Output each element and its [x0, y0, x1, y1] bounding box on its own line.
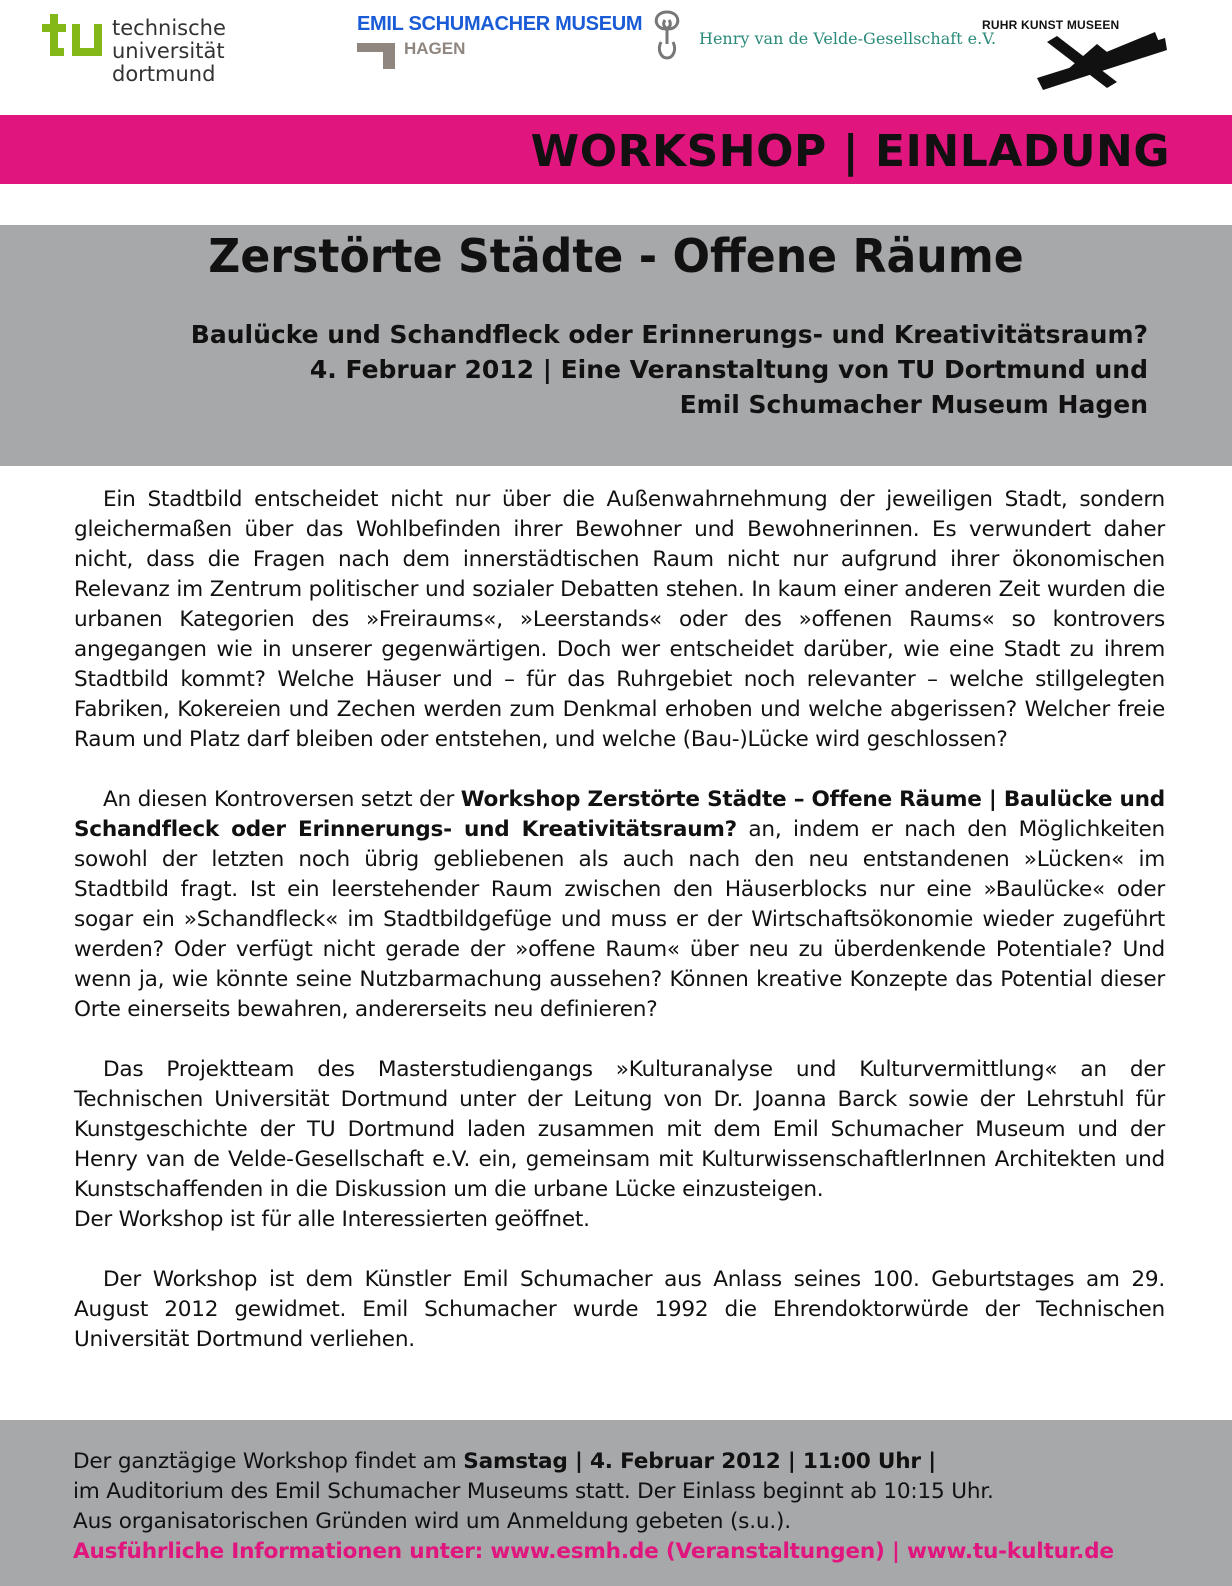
title-block — [0, 225, 1232, 466]
esm-logo-name: EMIL SCHUMACHER MUSEUM — [357, 13, 643, 35]
paragraph-3: Das Projektteam des Masterstudiengangs »Kulturanalyse und Kulturvermittlung« an der Technischen Universität Dortmund unter der Leitung von Dr. Joanna Barck sowie der Lehrstuhl für Kunstgeschichte der TU Dortmund laden zusammen mit dem Emil Schumacher Museum und der Henry van de Velde-Gesellschaft e.V. ein, gemeinsam mit KulturwissenschaftlerInnen Architekten und Kunstschaffenden in die Diskussion um die urbane Lücke einzusteigen. — [74, 1057, 1165, 1202]
paragraph-2 — [74, 785, 1165, 1025]
workshop-banner — [0, 115, 1232, 184]
paragraph-4: Der Workshop ist dem Künstler Emil Schumacher aus Anlass seines 100. Geburtstages am 29. August 2012 gewidmet. Emil Schumacher wurde 1992 die Ehrendoktorwürde der Technischen Universität Dortmund verliehen. — [74, 1267, 1165, 1352]
hvdv-ornament-icon — [647, 8, 687, 60]
subtitle-line: Emil Schumacher Museum Hagen — [679, 390, 1148, 419]
registration-note: Aus organisatorischen Gründen wird um Anmeldung gebeten (s.u.). — [73, 1509, 791, 1534]
event-details-footer — [0, 1420, 1232, 1586]
event-date-time: Samstag | 4. Februar 2012 | 11:00 Uhr | — [463, 1449, 936, 1474]
esm-logo-city: HAGEN — [404, 39, 466, 58]
subtitle-line: 4. Februar 2012 | Eine Veranstaltung von TU Dortmund und — [309, 355, 1148, 384]
paragraph-2-body: an, indem er nach den Möglichkeiten sowohl der letzten noch übrig gebliebenen als auch nach den neu entstandenen »Lücken« im Stadtbild fragt. Ist ein leerstehender Raum zwischen den Häuserblocks nur eine »Baulücke« oder sogar ein »Schandfleck« im Stadtbildgefüge und muss er der Wirtschaftsökonomie wieder zugeführt werden? Oder verfügt nicht gerade der »offene Raum« über neu zu überdenkende Potentiale? Und wenn ja, wie könnte seine Nutzbarmachung aussehen? Können kreative Konzepte das Potential dieser Orte einerseits bewahren, andererseits neu definieren? — [74, 817, 1165, 1022]
event-date-intro: Der ganztägige Workshop findet am — [73, 1449, 464, 1474]
subtitle-line: Baulücke und Schandfleck oder Erinnerungs- und Kreativitätsraum? — [190, 320, 1148, 349]
esm-mark-icon — [357, 43, 395, 69]
henry-van-de-velde-logo — [647, 8, 997, 60]
tu-logo-text: technische universität dortmund — [112, 16, 226, 86]
event-venue-line: im Auditorium des Emil Schumacher Museums statt. Der Einlass beginnt ab 10:15 Uhr. — [73, 1479, 994, 1504]
emil-schumacher-museum-logo — [357, 13, 643, 73]
tu-logo-icon — [42, 14, 102, 60]
event-details — [73, 1447, 1114, 1567]
subtitle-block — [191, 317, 1148, 422]
main-title: Zerstörte Städte - Offene Räume — [208, 229, 1024, 283]
logo-row — [0, 0, 1232, 115]
paragraph-2-intro: An diesen Kontroversen setzt der — [103, 787, 461, 812]
open-to-all-note: Der Workshop ist für alle Interessierten geöffnet. — [74, 1207, 590, 1232]
banner-title: WORKSHOP | EINLADUNG — [530, 126, 1170, 177]
paragraph-1: Ein Stadtbild entscheidet nicht nur über die Außenwahrnehmung der jeweiligen Stadt, sondern gleichermaßen über das Wohlbefinden ihrer Bewohner und Bewohnerinnen. Es verwundert daher nicht, dass die Fragen nach dem innerstädtischen Raum nicht nur aufgrund ihrer ökonomischen Relevanz im Zentrum politischer und sozialer Debatten stehen. In kaum einer anderen Zeit wurden die urbanen Kategorien des »Freiraums«, »Leerstands« oder des »offenen Raums« so kontrovers angegangen wie in unserer gegenwärtigen. Doch wer entscheidet darüber, wie eine Stadt zu ihrem Stadtbild kommt? Welche Häuser und – für das Ruhrgebiet noch relevanter – welche stillgelegten Fabriken, Kokereien und Zechen werden zum Denkmal erhoben und welche abgerissen? Welcher freie Raum und Platz darf bleiben oder entstehen, und welche (Bau-)Lücke wird geschlossen? — [74, 487, 1165, 752]
rkm-logo-text: RUHR KUNST MUSEEN — [982, 18, 1120, 32]
hvdv-logo-text: Henry van de Velde-Gesellschaft e.V. — [699, 29, 997, 48]
info-links[interactable]: Ausführliche Informationen unter: www.esmh.de (Veranstaltungen) | www.tu-kultur.de — [73, 1539, 1114, 1564]
ruhr-kunst-museen-logo — [982, 18, 1182, 98]
body-text — [74, 485, 1165, 1385]
tu-dortmund-logo — [42, 14, 332, 86]
event-date-line — [73, 1447, 1114, 1477]
rkm-brush-mark-icon — [1037, 30, 1167, 92]
workshop-title-inline: Workshop Zerstörte Städte – Offene Räume | Baulücke und Schandfleck oder Erinnerungs- und Kreativitätsraum? — [74, 787, 1165, 842]
